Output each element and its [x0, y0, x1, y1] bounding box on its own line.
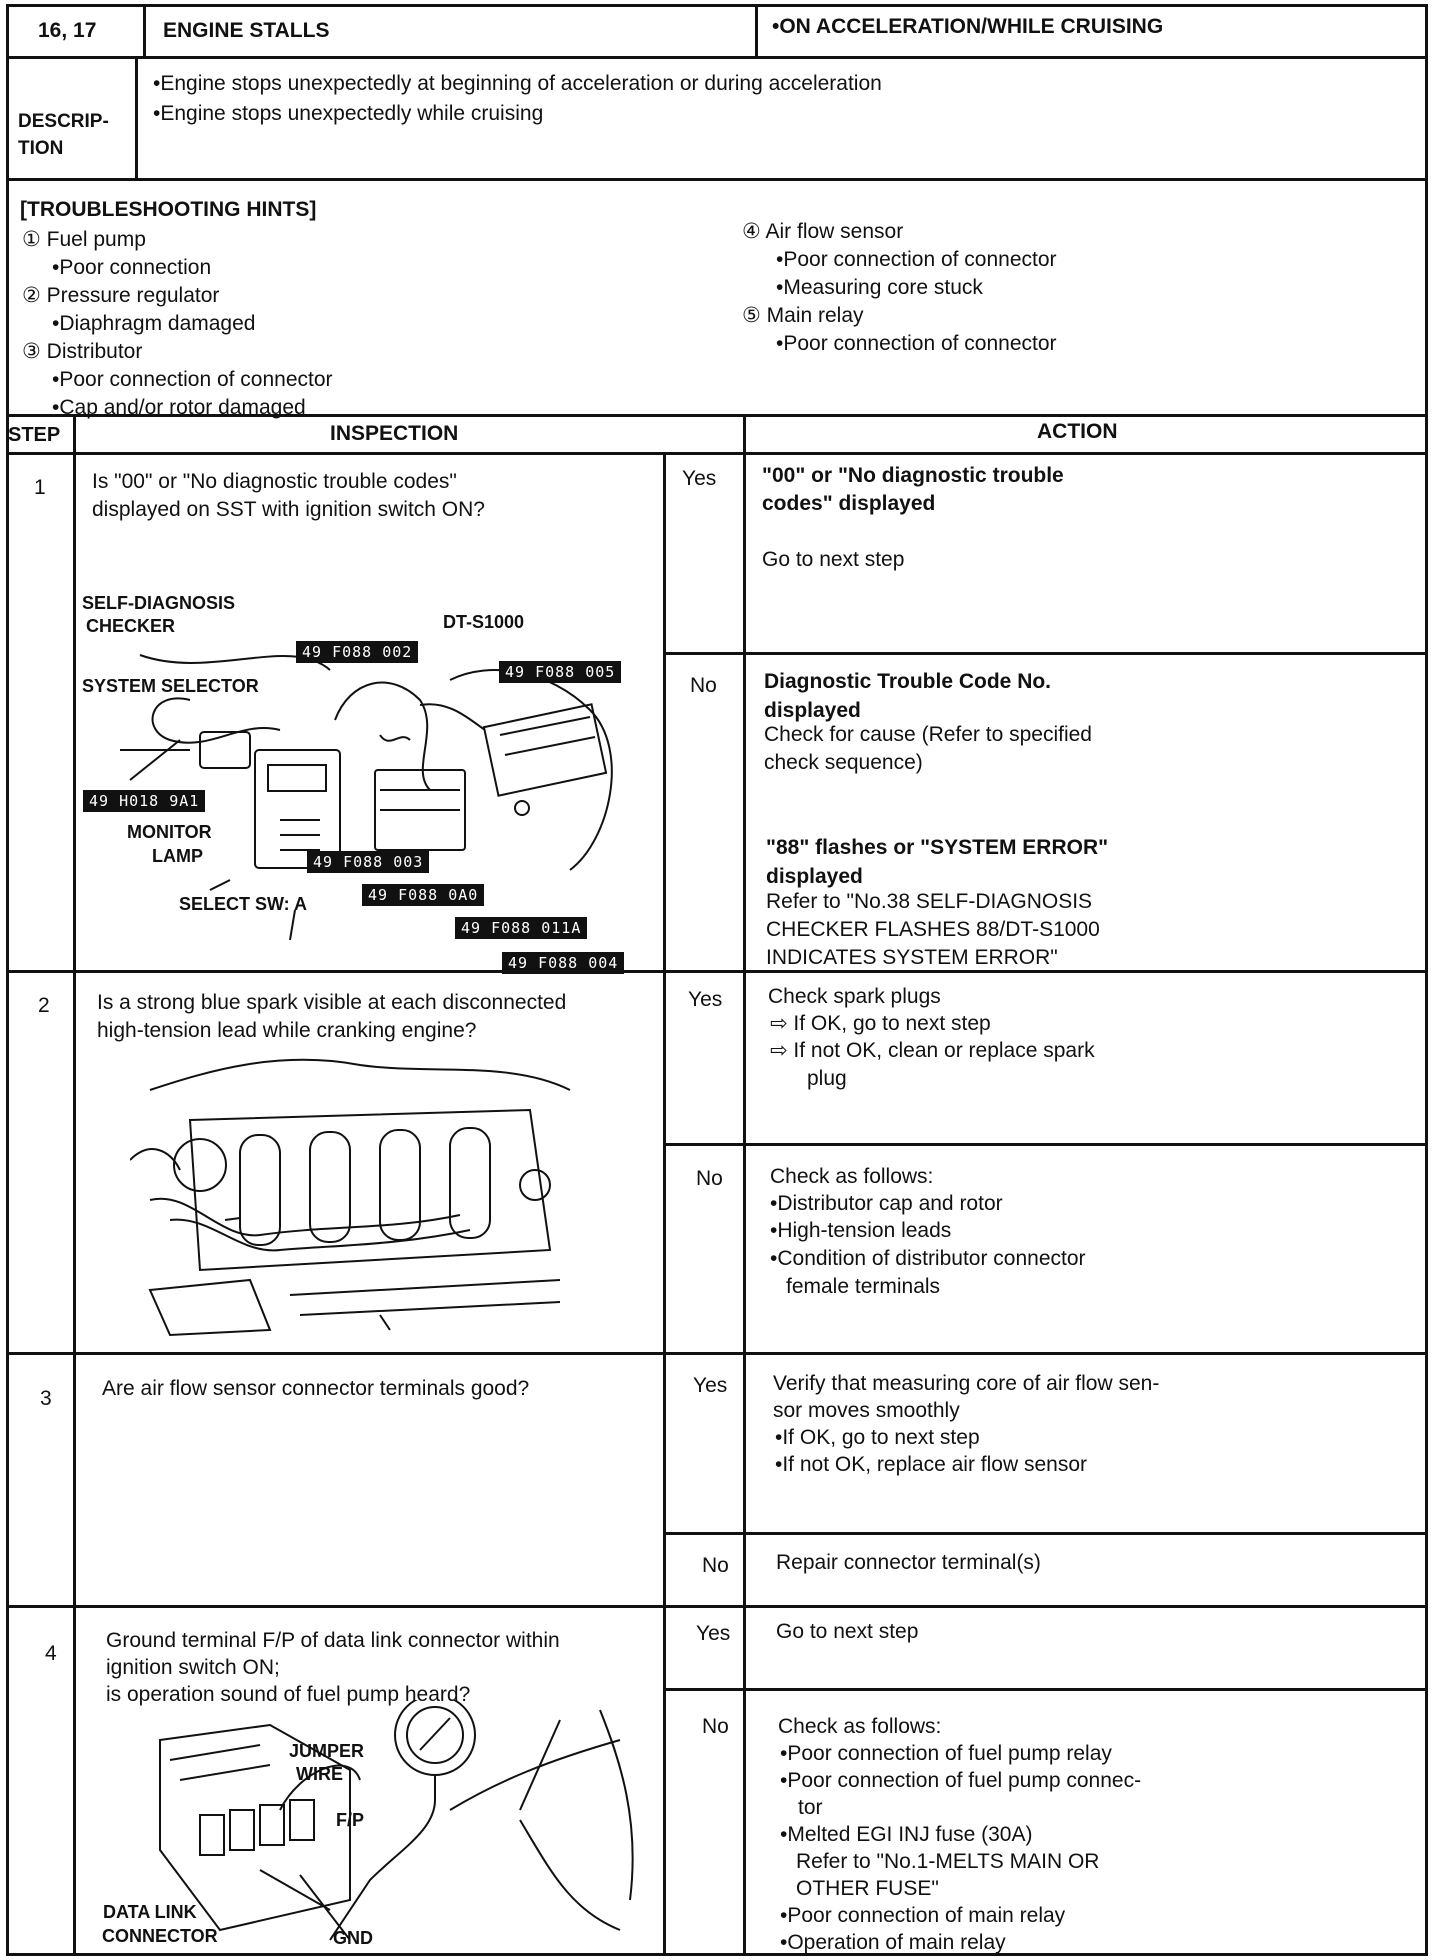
wire-label: WIRE [296, 1764, 343, 1784]
part-tag: 49 F088 004 [502, 952, 624, 974]
checker-label: CHECKER [86, 616, 176, 636]
no-label: No [702, 1554, 729, 1577]
action-line: check sequence) [764, 751, 923, 774]
action-line: •If OK, go to next step [775, 1426, 980, 1449]
step-number: 3 [40, 1387, 52, 1410]
section-title: ENGINE STALLS [163, 19, 330, 42]
step-number: 4 [45, 1642, 57, 1665]
action-line: tor [798, 1796, 823, 1819]
action-line: •Operation of main relay [780, 1931, 1006, 1954]
hint-right-4: ⑤ Main relay [742, 304, 864, 327]
action-line: Go to next step [776, 1620, 919, 1643]
monitor-label: MONITOR [127, 822, 212, 842]
hint-right-5: •Poor connection of connector [776, 332, 1057, 355]
select-sw-label: SELECT SW: A [179, 894, 308, 914]
part-tag: 49 F088 005 [499, 661, 621, 683]
action-line: Verify that measuring core of air flow sen- [773, 1372, 1160, 1395]
part-tag: 49 F088 0A0 [362, 884, 484, 906]
part-tag: 49 F088 011A [455, 917, 587, 939]
yes-label: Yes [682, 467, 717, 490]
action-line: CHECKER FLASHES 88/DT-S1000 [766, 918, 1100, 941]
action-line: Diagnostic Trouble Code No. [764, 670, 1052, 693]
action-line: "88" flashes or "SYSTEM ERROR" [766, 836, 1109, 859]
jumper-label: JUMPER [289, 1741, 365, 1761]
section-code: 16, 17 [38, 19, 97, 42]
action-line: plug [807, 1067, 847, 1090]
hint-right-2: •Poor connection of connector [776, 248, 1057, 271]
self-diagnosis-label: SELF-DIAGNOSIS [82, 593, 236, 613]
step-question-line: high-tension lead while cranking engine? [97, 1019, 477, 1042]
action-line: female terminals [786, 1275, 941, 1298]
description-label-2: TION [18, 138, 64, 159]
step-question-line: is operation sound of fuel pump heard? [106, 1683, 471, 1706]
step-number: 2 [38, 994, 50, 1017]
action-line: INDICATES SYSTEM ERROR" [766, 946, 1058, 969]
hint-right-3: •Measuring core stuck [776, 276, 983, 299]
dt-s1000-label: DT-S1000 [443, 612, 525, 632]
action-line: Repair connector terminal(s) [776, 1551, 1041, 1574]
step-question-line: Ground terminal F/P of data link connector within [106, 1629, 560, 1652]
fp-terminal-label: F/P [336, 1810, 365, 1830]
hint-left-7: •Cap and/or rotor damaged [52, 396, 306, 419]
hint-left-1: ① Fuel pump [22, 228, 146, 251]
action-line: "00" or "No diagnostic trouble [762, 464, 1064, 487]
action-line: displayed [766, 865, 863, 888]
column-action: ACTION [1037, 420, 1118, 443]
action-line: Refer to "No.38 SELF-DIAGNOSIS [766, 890, 1093, 913]
step-question-line: displayed on SST with ignition switch ON? [92, 498, 485, 521]
action-line: •Melted EGI INJ fuse (30A) [780, 1823, 1033, 1846]
lamp-label: LAMP [152, 846, 203, 866]
action-line: ⇨ If OK, go to next step [770, 1012, 991, 1035]
yes-label: Yes [688, 988, 723, 1011]
step-question-line: Are air flow sensor connector terminals good? [102, 1377, 530, 1400]
part-tag: 49 F088 003 [307, 851, 429, 873]
hint-left-5: ③ Distributor [22, 340, 143, 363]
hints-title: [TROUBLESHOOTING HINTS] [20, 198, 317, 221]
action-line: displayed [764, 699, 861, 722]
step-question-line: Is a strong blue spark visible at each disconnected [97, 991, 567, 1014]
action-line: •Poor connection of fuel pump relay [780, 1742, 1112, 1765]
action-line: •If not OK, replace air flow sensor [775, 1453, 1087, 1476]
step-number: 1 [34, 476, 46, 499]
action-line: Check for cause (Refer to specified [764, 723, 1092, 746]
system-selector-label: SYSTEM SELECTOR [82, 676, 259, 696]
action-line: •Poor connection of main relay [780, 1904, 1066, 1927]
action-line: •Poor connection of fuel pump connec- [780, 1769, 1142, 1792]
action-line: Refer to "No.1-MELTS MAIN OR [796, 1850, 1100, 1873]
action-line: Check as follows: [778, 1715, 942, 1738]
hint-left-4: •Diaphragm damaged [52, 312, 256, 335]
action-line: •Distributor cap and rotor [770, 1192, 1003, 1215]
action-line: •High-tension leads [770, 1219, 952, 1242]
gnd-terminal-label: GND [333, 1928, 373, 1948]
part-tag: 49 F088 002 [296, 641, 418, 663]
yes-label: Yes [696, 1622, 731, 1645]
description-line-2: •Engine stops unexpectedly while cruising [153, 102, 544, 125]
column-inspection: INSPECTION [330, 422, 459, 445]
hint-left-6: •Poor connection of connector [52, 368, 333, 391]
yes-label: Yes [693, 1374, 728, 1397]
description-label-1: DESCRIP- [18, 111, 109, 132]
action-line: ⇨ If not OK, clean or replace spark [770, 1039, 1095, 1062]
data-link-label: DATA LINK [103, 1902, 197, 1922]
connector-label: CONNECTOR [102, 1926, 218, 1946]
engine-spark-illustration [130, 1040, 590, 1340]
action-line: Check as follows: [770, 1165, 934, 1188]
no-label: No [696, 1167, 723, 1190]
action-line: Check spark plugs [768, 985, 941, 1008]
hint-left-2: •Poor connection [52, 256, 212, 279]
action-line: sor moves smoothly [773, 1399, 960, 1422]
column-step: STEP [8, 424, 61, 446]
no-label: No [702, 1715, 729, 1738]
hint-right-1: ④ Air flow sensor [742, 220, 904, 243]
no-label: No [690, 674, 717, 697]
hint-left-3: ② Pressure regulator [22, 284, 220, 307]
step-question-line: ignition switch ON; [106, 1656, 280, 1679]
action-line: OTHER FUSE" [796, 1877, 939, 1900]
action-line: Go to next step [762, 548, 905, 571]
action-line: codes" displayed [762, 492, 936, 515]
part-tag: 49 H018 9A1 [83, 790, 205, 812]
description-line-1: •Engine stops unexpectedly at beginning of acceleration or during acceleration [153, 72, 882, 95]
step-question-line: Is "00" or "No diagnostic trouble codes" [92, 470, 457, 493]
action-line: •Condition of distributor connector [770, 1247, 1086, 1270]
condition-label: •ON ACCELERATION/WHILE CRUISING [772, 15, 1164, 38]
